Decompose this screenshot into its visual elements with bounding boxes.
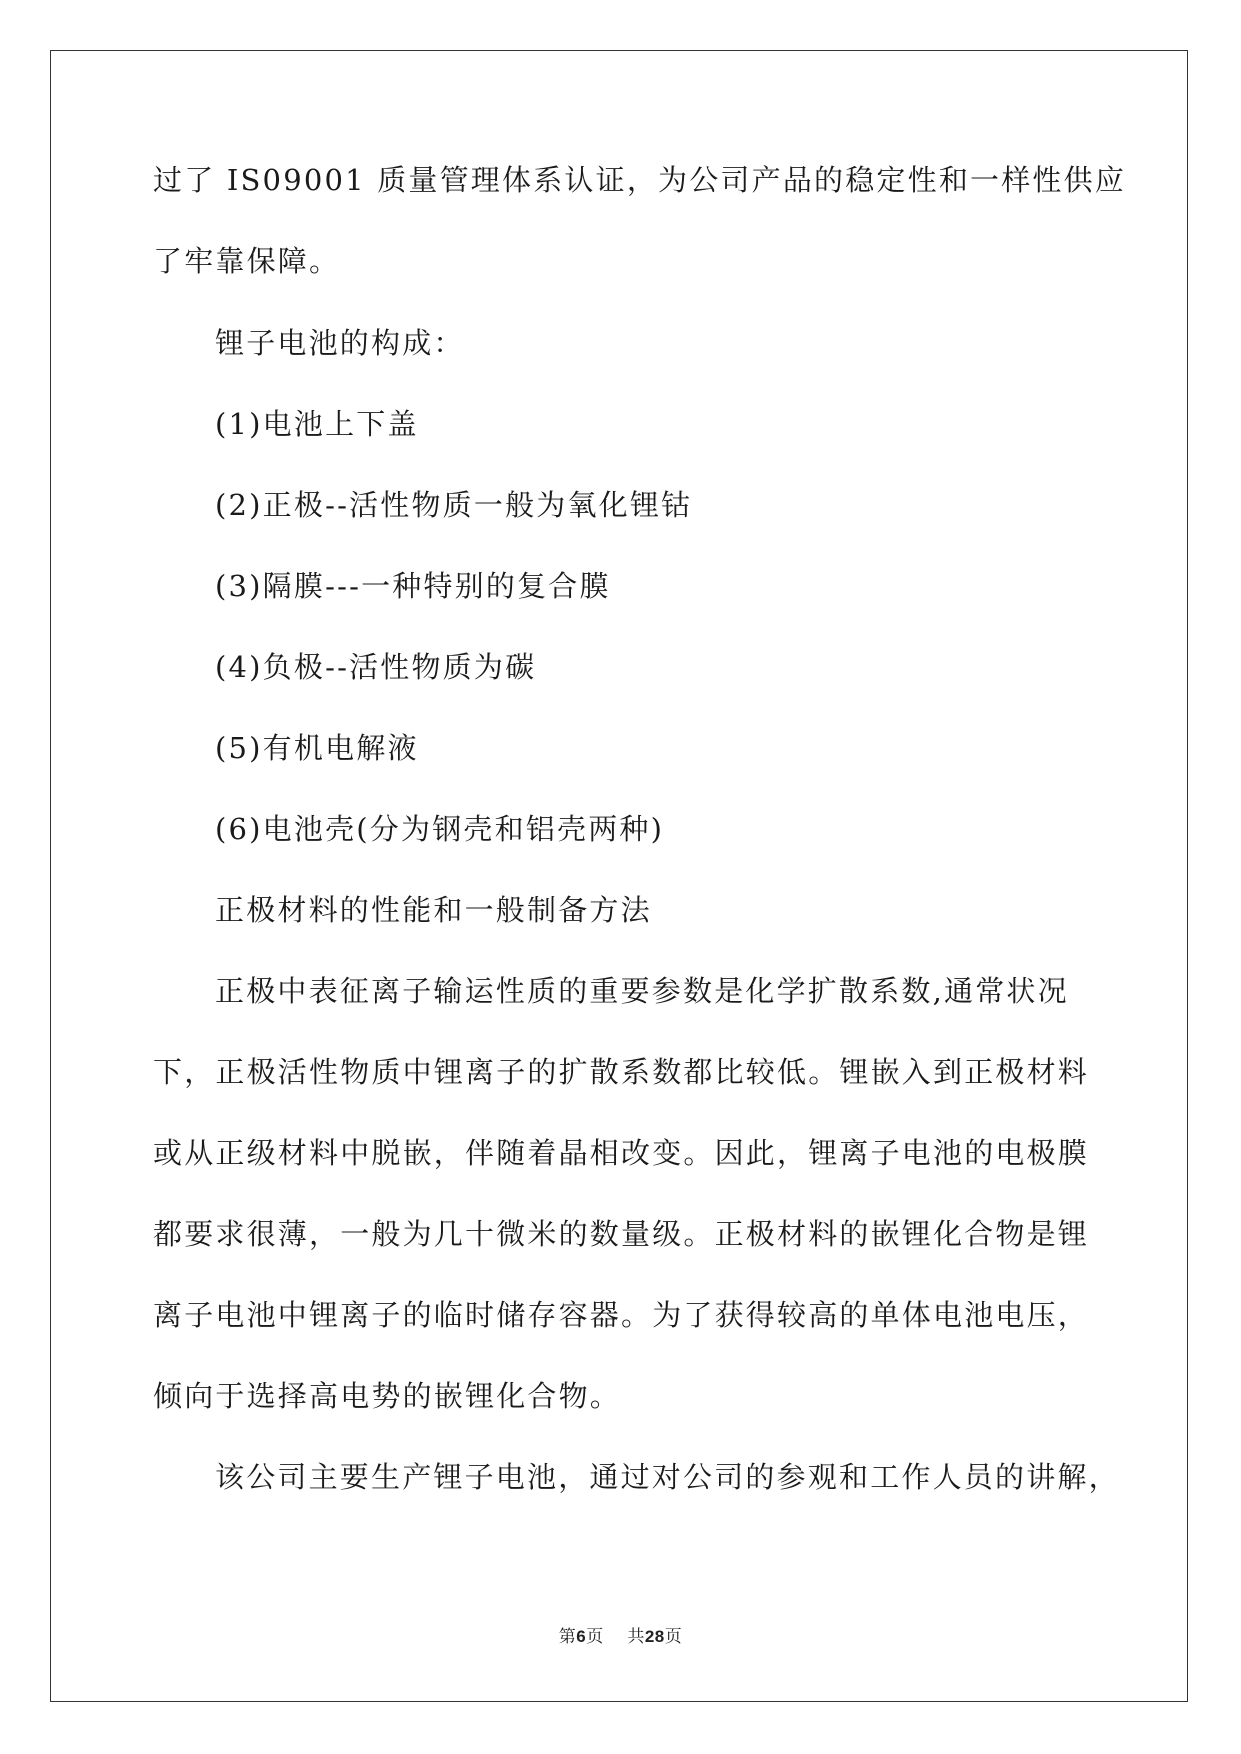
text-line-7: (4)负极--活性物质为碳 [215,650,537,684]
footer-total-suffix: 页 [664,1627,683,1647]
footer-prefix: 第 [558,1627,577,1647]
page-border [50,50,1188,1702]
text-line-10: 正极材料的性能和一般制备方法 [215,893,652,927]
text-line-9: (6)电池壳(分为钢壳和铝壳两种) [215,812,665,846]
text-line-13: 或从正级材料中脱嵌，伴随着晶相改变。因此，锂离子电池的电极膜 [153,1136,1090,1170]
footer-page-number: 6 [576,1627,587,1646]
text-line-17: 该公司主要生产锂子电池，通过对公司的参观和工作人员的讲解， [215,1460,1120,1494]
text-line-6: (3)隔膜---一种特别的复合膜 [215,569,611,603]
text-line-8: (5)有机电解液 [215,731,419,765]
footer-total-prefix: 共 [627,1627,645,1647]
text-line-12: 下，正极活性物质中锂离子的扩散系数都比较低。锂嵌入到正极材料 [153,1055,1090,1089]
text-line-3: 锂子电池的构成： [215,326,465,360]
text-line-5: (2)正极--活性物质一般为氧化锂钴 [215,488,693,522]
page-footer [0,1622,1241,1647]
footer-page-suffix: 页 [586,1627,604,1647]
text-line-11: 正极中表征离子输运性质的重要参数是化学扩散系数,通常状况 [215,974,1069,1008]
text-line-16: 倾向于选择高电势的嵌锂化合物。 [153,1379,622,1413]
text-line-1: 过了 IS09001 质量管理体系认证，为公司产品的稳定性和一样性供应 [153,163,1127,197]
footer-total-pages: 28 [644,1627,665,1646]
text-line-15: 离子电池中锂离子的临时储存容器。为了获得较高的单体电池电压， [153,1298,1090,1332]
text-line-4: (1)电池上下盖 [215,407,419,441]
text-line-2: 了牢靠保障。 [153,244,341,278]
text-line-14: 都要求很薄，一般为几十微米的数量级。正极材料的嵌锂化合物是锂 [153,1217,1090,1251]
